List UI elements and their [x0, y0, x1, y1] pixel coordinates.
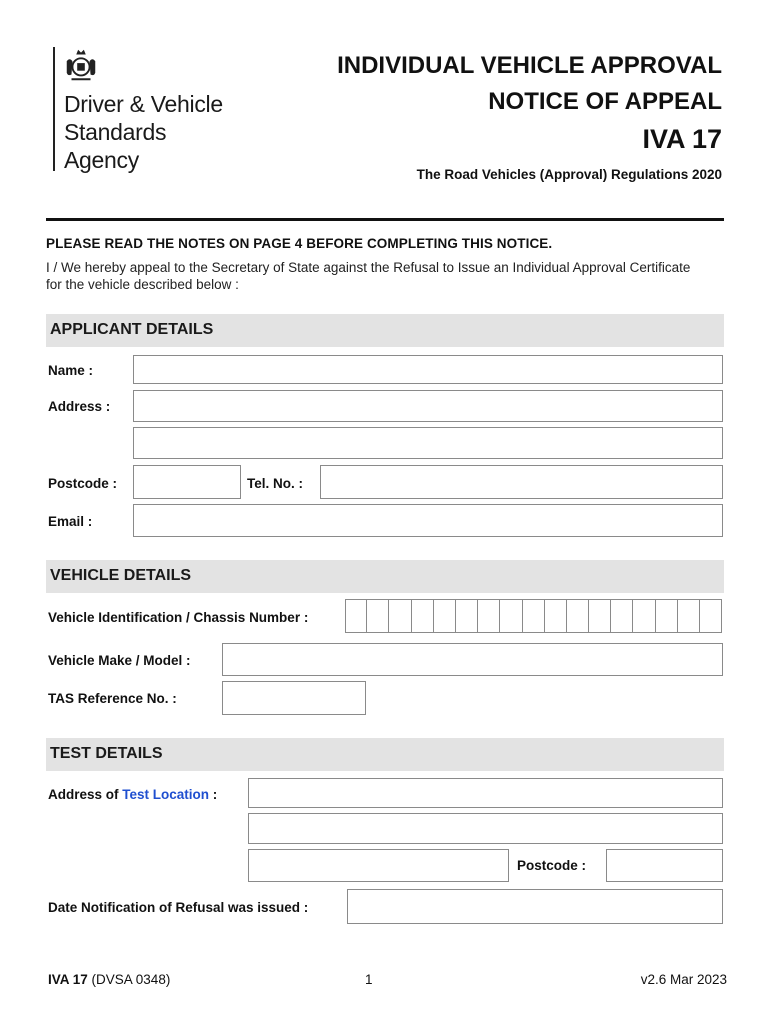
name-label: Name :	[48, 363, 94, 378]
vin-char-box[interactable]	[523, 599, 545, 633]
test-address-field-line1[interactable]	[248, 778, 723, 808]
label-text: Address of	[48, 787, 123, 802]
vin-char-box[interactable]	[678, 599, 700, 633]
vin-label: Vehicle Identification / Chassis Number :	[48, 610, 309, 625]
vin-char-box[interactable]	[567, 599, 589, 633]
vin-char-box[interactable]	[434, 599, 456, 633]
vin-char-box[interactable]	[345, 599, 367, 633]
label-text: :	[209, 787, 218, 802]
appeal-statement: I / We hereby appeal to the Secretary of State against the Refusal to Issue an Individual Approval Certificate for the vehicle described below :	[46, 260, 691, 292]
refusal-date-label: Date Notification of Refusal was issued :	[48, 900, 309, 915]
vin-char-box[interactable]	[589, 599, 611, 633]
header-divider	[46, 218, 724, 221]
vin-char-box[interactable]	[545, 599, 567, 633]
form-code: IVA 17	[642, 124, 722, 154]
vin-char-box[interactable]	[500, 599, 522, 633]
logo-line: Agency	[64, 147, 139, 173]
section-title: APPLICANT DETAILS	[50, 321, 214, 338]
address-field-line1[interactable]	[133, 390, 723, 422]
address-label: Address :	[48, 399, 111, 414]
applicant-details-header	[46, 314, 724, 347]
test-address-field-line2[interactable]	[248, 813, 723, 844]
vin-char-box[interactable]	[611, 599, 633, 633]
refusal-date-field[interactable]	[347, 889, 723, 924]
form-title: INDIVIDUAL VEHICLE APPROVAL	[337, 52, 722, 79]
email-label: Email :	[48, 514, 93, 529]
logo-divider	[53, 47, 55, 171]
test-location-label	[48, 787, 217, 802]
vin-char-box[interactable]	[478, 599, 500, 633]
tas-reference-field[interactable]	[222, 681, 366, 715]
agency-logo-text	[64, 90, 223, 174]
vin-char-box[interactable]	[656, 599, 678, 633]
tel-field[interactable]	[320, 465, 723, 499]
vin-character-boxes	[345, 599, 722, 633]
test-details-header	[46, 738, 724, 771]
email-field[interactable]	[133, 504, 723, 537]
vin-char-box[interactable]	[456, 599, 478, 633]
vehicle-details-header	[46, 560, 724, 593]
vin-char-box[interactable]	[633, 599, 655, 633]
tel-label: Tel. No. :	[247, 476, 303, 491]
test-location-link[interactable]: Test Location	[122, 787, 210, 802]
page-number: 1	[365, 972, 373, 987]
postcode-field[interactable]	[133, 465, 241, 499]
regulations-reference: The Road Vehicles (Approval) Regulations 2020	[416, 167, 722, 182]
form-subtitle: NOTICE OF APPEAL	[488, 88, 722, 115]
royal-crest-icon	[62, 46, 100, 84]
logo-line: Driver & Vehicle	[64, 91, 223, 117]
name-field[interactable]	[133, 355, 723, 384]
vin-char-box[interactable]	[389, 599, 411, 633]
footer-dvsa-ref: (DVSA 0348)	[87, 972, 171, 987]
vin-char-box[interactable]	[367, 599, 389, 633]
section-title: VEHICLE DETAILS	[50, 567, 192, 584]
make-model-field[interactable]	[222, 643, 723, 676]
postcode-label: Postcode :	[48, 476, 118, 491]
tas-reference-label: TAS Reference No. :	[48, 691, 177, 706]
vin-char-box[interactable]	[412, 599, 434, 633]
read-notes-notice: PLEASE READ THE NOTES ON PAGE 4 BEFORE COMPLETING THIS NOTICE.	[46, 236, 553, 251]
vin-char-box[interactable]	[700, 599, 722, 633]
version-label: v2.6 Mar 2023	[640, 972, 727, 987]
footer-form-ref	[48, 972, 170, 987]
test-address-field-line3[interactable]	[248, 849, 509, 882]
footer-form-id: IVA 17	[48, 972, 88, 987]
section-title: TEST DETAILS	[50, 745, 163, 762]
address-field-line2[interactable]	[133, 427, 723, 459]
make-model-label: Vehicle Make / Model :	[48, 653, 191, 668]
logo-line: Standards	[64, 119, 167, 145]
test-postcode-field[interactable]	[606, 849, 723, 882]
test-postcode-label: Postcode :	[517, 858, 587, 873]
